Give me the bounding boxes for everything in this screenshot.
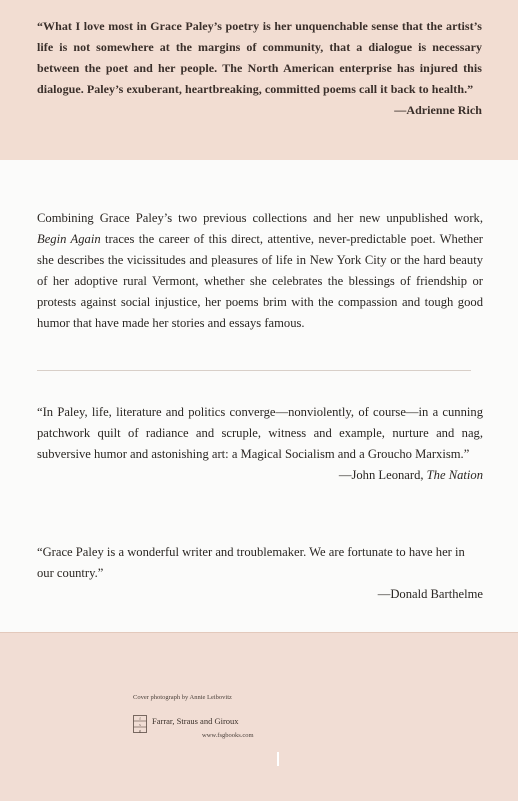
book-description xyxy=(37,208,483,334)
cover-photo-credit: Cover photograph by Annie Leibovitz xyxy=(133,694,232,701)
svg-text:s: s xyxy=(139,722,141,727)
quote-attribution xyxy=(37,465,483,486)
attribution-name: —John Leonard, xyxy=(338,468,427,482)
divider xyxy=(37,370,471,371)
quote-text: “Grace Paley is a wonderful writer and troublemaker. We are fortunate to have her in our country.” xyxy=(37,545,465,580)
publisher-name: Farrar, Straus and Giroux xyxy=(152,716,239,726)
barcode-mark xyxy=(277,752,279,766)
svg-text:g: g xyxy=(139,728,141,733)
quote-text: “What I love most in Grace Paley’s poetry is her unquenchable sense that the artist’s life is not somewhere at the margins of community, that a dialogue is necessary between the poet and her people. The North American enterprise has injured this dialogue. Paley’s exuberant, heartbreaking, committed poems call it back to health.” xyxy=(37,19,482,96)
publisher-url: www.fsgbooks.com xyxy=(202,732,254,739)
quote-attribution: —Adrienne Rich xyxy=(394,103,482,117)
quote-text: “In Paley, life, literature and politics converge—nonviolently, of course—in a cunning patchwork quilt of radiance and scruple, witness and example, nurture and nag, subversive humor and astonishing art: a Magical Socialism and a Groucho Marxism.” xyxy=(37,405,483,461)
fsg-logo-icon xyxy=(133,715,147,733)
book-title: Begin Again xyxy=(37,232,101,246)
attribution-publication: The Nation xyxy=(426,468,483,482)
description-text-part2: traces the career of this direct, attentive, never-predictable poet. Whether she describes the vicissitudes and pleasures of life in New York City or the hard beauty of her adoptive rural Vermont, whether she celebrates the blessings of friendship or protests against social injustice, her poems brim with the compassion and tough good humor that have made her stories and essays famous. xyxy=(37,232,483,330)
donald-barthelme-quote xyxy=(37,542,483,605)
adrienne-rich-quote xyxy=(37,16,482,121)
publisher-band xyxy=(0,632,518,801)
svg-text:f: f xyxy=(139,716,141,721)
description-text-part1: Combining Grace Paley’s two previous collections and her new unpublished work, xyxy=(37,211,483,225)
john-leonard-quote xyxy=(37,402,483,486)
quote-attribution: —Donald Barthelme xyxy=(377,587,483,601)
